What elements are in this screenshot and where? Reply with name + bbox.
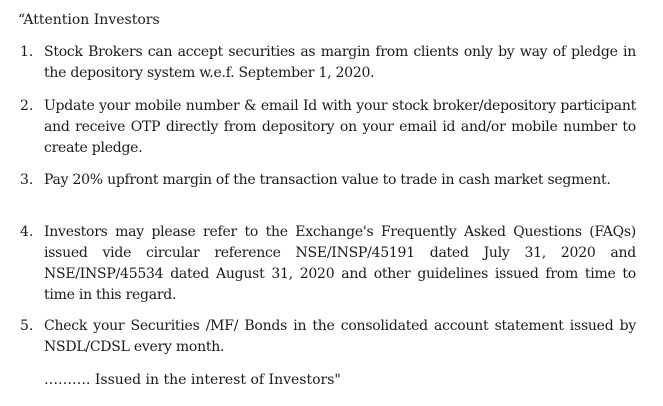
list-item — [20, 96, 636, 159]
list-item — [20, 316, 636, 358]
notice-heading: “Attention Investors — [18, 12, 160, 28]
list-item-text: Update your mobile number & email Id with your stock broker/depository participant and receive OTP directly from depository on your email id and/or mobile number to create pledge. — [44, 98, 636, 156]
list-item-text: Check your Securities /MF/ Bonds in the consolidated account statement issued by NSDL/CDSL every month. — [44, 318, 636, 355]
list-item-number: 1. — [20, 44, 34, 60]
list-item-number: 2. — [20, 98, 34, 114]
list-item-number: 4. — [20, 224, 34, 240]
list-item-text: Investors may please refer to the Exchange's Frequently Asked Questions (FAQs) issued vide circular reference NSE/INSP/45191 dated July 31, 2020 and NSE/INSP/45534 dated August 31, 2020 and other guidelines issued from time to time in this regard. — [44, 224, 636, 303]
list-item — [20, 170, 636, 191]
list-item — [20, 42, 636, 84]
list-item-text: Pay 20% upfront margin of the transaction value to trade in cash market segment. — [44, 172, 611, 188]
list-item-number: 5. — [20, 318, 34, 334]
list-item-text: Stock Brokers can accept securities as margin from clients only by way of pledge in the depository system w.e.f. September 1, 2020. — [44, 44, 636, 81]
list-item-number: 3. — [20, 172, 34, 188]
notice-footer: ………. Issued in the interest of Investors" — [44, 372, 341, 388]
list-item — [20, 222, 636, 306]
